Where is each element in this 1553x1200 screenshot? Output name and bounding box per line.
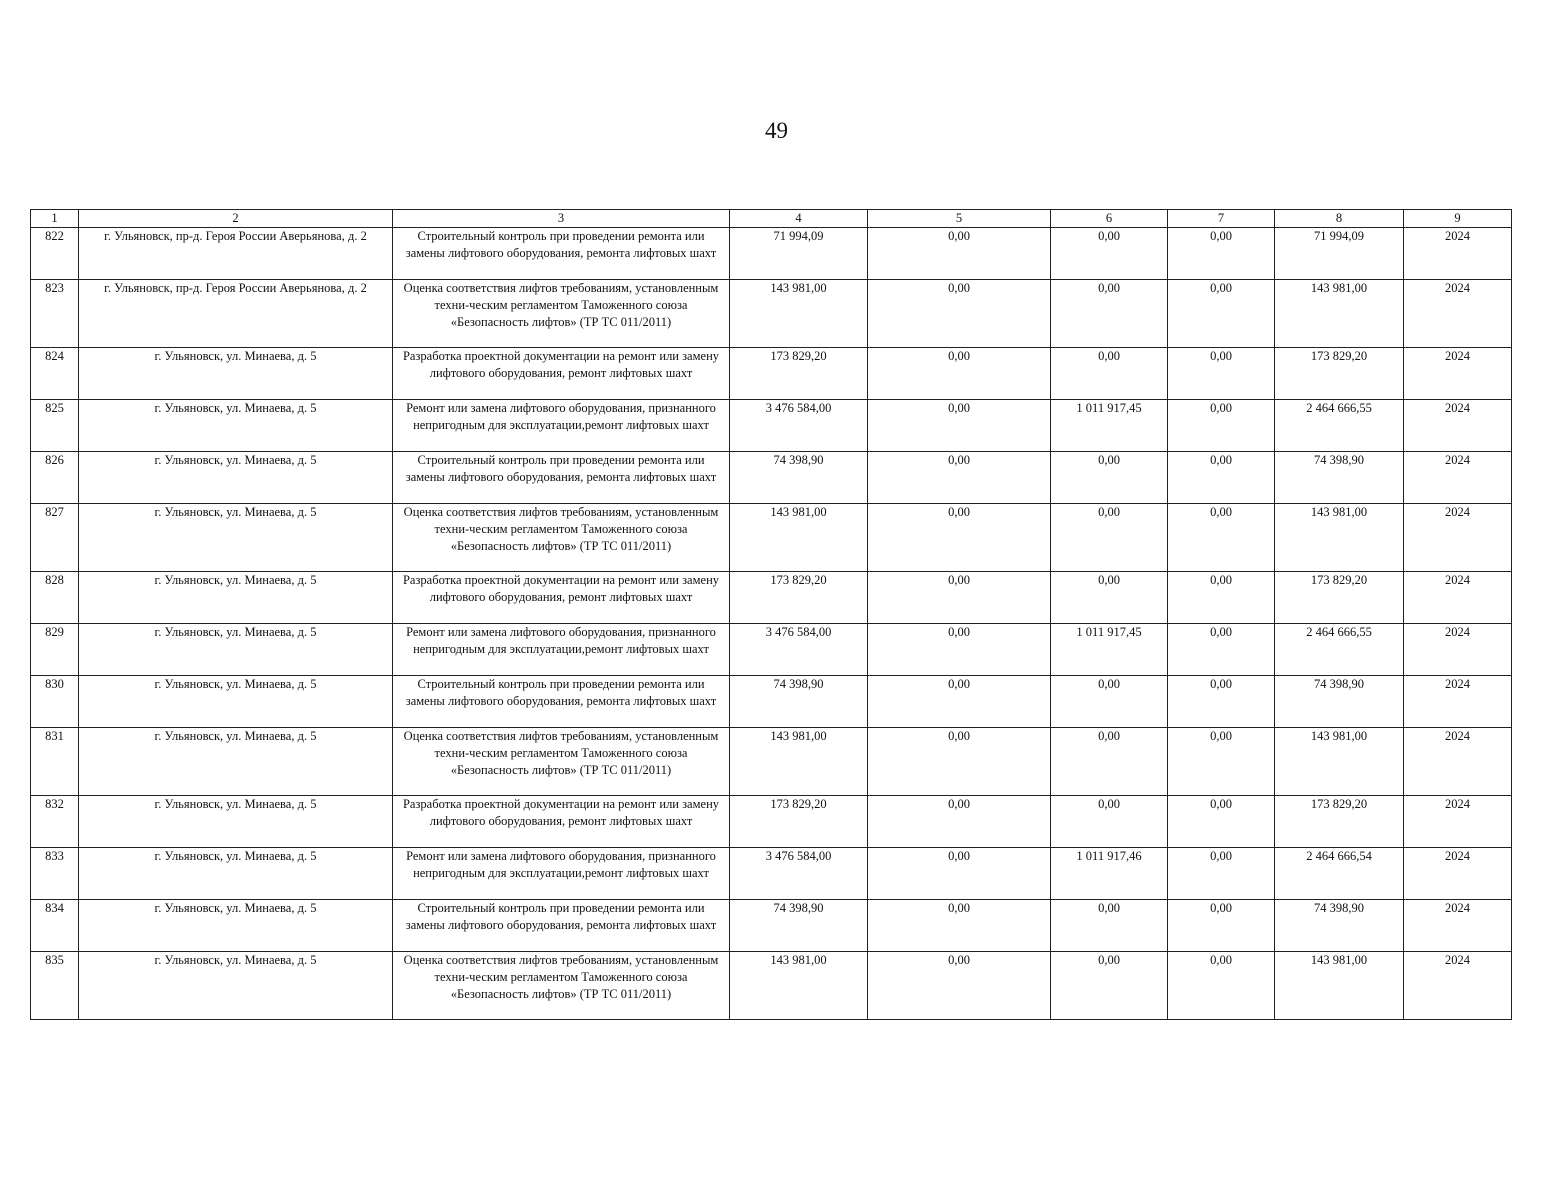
work-type-cell: Оценка соответствия лифтов требованиям, установленным техни-ческим регламентом Таможенного союза «Безопасность лифтов» (ТР ТС 011/2011) <box>393 280 730 348</box>
year-cell: 2024 <box>1404 796 1512 848</box>
col-header: 9 <box>1404 210 1512 228</box>
cost-col-7-cell: 0,00 <box>1168 728 1275 796</box>
cost-col-7-cell: 0,00 <box>1168 848 1275 900</box>
cost-col-8-cell: 143 981,00 <box>1275 280 1404 348</box>
cost-col-8-cell: 173 829,20 <box>1275 348 1404 400</box>
cost-col-5-cell: 0,00 <box>868 796 1051 848</box>
cost-col-5-cell: 0,00 <box>868 848 1051 900</box>
row-number: 827 <box>31 504 79 572</box>
cost-col-7-cell: 0,00 <box>1168 796 1275 848</box>
address-cell: г. Ульяновск, ул. Минаева, д. 5 <box>79 348 393 400</box>
cost-col-7-cell: 0,00 <box>1168 280 1275 348</box>
row-number: 830 <box>31 676 79 728</box>
col-header: 3 <box>393 210 730 228</box>
year-cell: 2024 <box>1404 900 1512 952</box>
table-row <box>31 228 1512 280</box>
total-cost-cell: 74 398,90 <box>730 676 868 728</box>
col-header: 5 <box>868 210 1051 228</box>
cost-col-7-cell: 0,00 <box>1168 504 1275 572</box>
year-cell: 2024 <box>1404 504 1512 572</box>
cost-col-6-cell: 1 011 917,46 <box>1051 848 1168 900</box>
table-row <box>31 676 1512 728</box>
col-header: 6 <box>1051 210 1168 228</box>
cost-col-8-cell: 74 398,90 <box>1275 676 1404 728</box>
cost-col-7-cell: 0,00 <box>1168 624 1275 676</box>
cost-col-8-cell: 2 464 666,55 <box>1275 400 1404 452</box>
cost-col-6-cell: 0,00 <box>1051 796 1168 848</box>
row-number: 834 <box>31 900 79 952</box>
total-cost-cell: 173 829,20 <box>730 348 868 400</box>
total-cost-cell: 143 981,00 <box>730 504 868 572</box>
work-type-cell: Разработка проектной документации на ремонт или замену лифтового оборудования, ремонт лифтовых шахт <box>393 796 730 848</box>
cost-col-6-cell: 1 011 917,45 <box>1051 400 1168 452</box>
cost-col-8-cell: 2 464 666,55 <box>1275 624 1404 676</box>
work-type-cell: Разработка проектной документации на ремонт или замену лифтового оборудования, ремонт лифтовых шахт <box>393 572 730 624</box>
table-row <box>31 504 1512 572</box>
cost-col-6-cell: 0,00 <box>1051 228 1168 280</box>
col-header: 7 <box>1168 210 1275 228</box>
cost-col-7-cell: 0,00 <box>1168 900 1275 952</box>
cost-col-6-cell: 1 011 917,45 <box>1051 624 1168 676</box>
table-row <box>31 728 1512 796</box>
year-cell: 2024 <box>1404 572 1512 624</box>
cost-col-8-cell: 143 981,00 <box>1275 504 1404 572</box>
work-type-cell: Строительный контроль при проведении ремонта или замены лифтового оборудования, ремонта лифтовых шахт <box>393 452 730 504</box>
year-cell: 2024 <box>1404 400 1512 452</box>
cost-col-5-cell: 0,00 <box>868 348 1051 400</box>
address-cell: г. Ульяновск, ул. Минаева, д. 5 <box>79 676 393 728</box>
cost-col-5-cell: 0,00 <box>868 452 1051 504</box>
work-type-cell: Строительный контроль при проведении ремонта или замены лифтового оборудования, ремонта лифтовых шахт <box>393 676 730 728</box>
cost-col-6-cell: 0,00 <box>1051 900 1168 952</box>
cost-col-6-cell: 0,00 <box>1051 348 1168 400</box>
year-cell: 2024 <box>1404 728 1512 796</box>
address-cell: г. Ульяновск, ул. Минаева, д. 5 <box>79 796 393 848</box>
year-cell: 2024 <box>1404 348 1512 400</box>
total-cost-cell: 3 476 584,00 <box>730 624 868 676</box>
work-type-cell: Оценка соответствия лифтов требованиям, установленным техни-ческим регламентом Таможенного союза «Безопасность лифтов» (ТР ТС 011/2011) <box>393 952 730 1020</box>
cost-col-5-cell: 0,00 <box>868 504 1051 572</box>
address-cell: г. Ульяновск, ул. Минаева, д. 5 <box>79 572 393 624</box>
total-cost-cell: 74 398,90 <box>730 452 868 504</box>
address-cell: г. Ульяновск, ул. Минаева, д. 5 <box>79 900 393 952</box>
row-number: 823 <box>31 280 79 348</box>
table-row <box>31 572 1512 624</box>
address-cell: г. Ульяновск, ул. Минаева, д. 5 <box>79 624 393 676</box>
table-row <box>31 452 1512 504</box>
cost-col-8-cell: 143 981,00 <box>1275 952 1404 1020</box>
cost-col-5-cell: 0,00 <box>868 228 1051 280</box>
work-type-cell: Оценка соответствия лифтов требованиям, установленным техни-ческим регламентом Таможенного союза «Безопасность лифтов» (ТР ТС 011/2011) <box>393 728 730 796</box>
address-cell: г. Ульяновск, ул. Минаева, д. 5 <box>79 504 393 572</box>
cost-col-8-cell: 173 829,20 <box>1275 572 1404 624</box>
cost-col-7-cell: 0,00 <box>1168 228 1275 280</box>
cost-col-8-cell: 71 994,09 <box>1275 228 1404 280</box>
cost-col-7-cell: 0,00 <box>1168 348 1275 400</box>
row-number: 828 <box>31 572 79 624</box>
cost-col-6-cell: 0,00 <box>1051 452 1168 504</box>
total-cost-cell: 173 829,20 <box>730 572 868 624</box>
row-number: 829 <box>31 624 79 676</box>
total-cost-cell: 74 398,90 <box>730 900 868 952</box>
cost-col-6-cell: 0,00 <box>1051 952 1168 1020</box>
row-number: 824 <box>31 348 79 400</box>
col-header: 1 <box>31 210 79 228</box>
year-cell: 2024 <box>1404 280 1512 348</box>
year-cell: 2024 <box>1404 228 1512 280</box>
cost-col-6-cell: 0,00 <box>1051 676 1168 728</box>
cost-col-8-cell: 74 398,90 <box>1275 900 1404 952</box>
cost-col-6-cell: 0,00 <box>1051 280 1168 348</box>
row-number: 825 <box>31 400 79 452</box>
total-cost-cell: 173 829,20 <box>730 796 868 848</box>
cost-col-5-cell: 0,00 <box>868 900 1051 952</box>
col-header: 4 <box>730 210 868 228</box>
address-cell: г. Ульяновск, ул. Минаева, д. 5 <box>79 728 393 796</box>
work-type-cell: Строительный контроль при проведении ремонта или замены лифтового оборудования, ремонта лифтовых шахт <box>393 228 730 280</box>
year-cell: 2024 <box>1404 624 1512 676</box>
cost-col-7-cell: 0,00 <box>1168 572 1275 624</box>
cost-col-8-cell: 2 464 666,54 <box>1275 848 1404 900</box>
page-number: 49 <box>765 118 788 143</box>
total-cost-cell: 3 476 584,00 <box>730 400 868 452</box>
cost-col-5-cell: 0,00 <box>868 400 1051 452</box>
cost-col-6-cell: 0,00 <box>1051 728 1168 796</box>
cost-col-5-cell: 0,00 <box>868 280 1051 348</box>
year-cell: 2024 <box>1404 952 1512 1020</box>
row-number: 826 <box>31 452 79 504</box>
total-cost-cell: 3 476 584,00 <box>730 848 868 900</box>
work-type-cell: Разработка проектной документации на ремонт или замену лифтового оборудования, ремонт лифтовых шахт <box>393 348 730 400</box>
address-cell: г. Ульяновск, ул. Минаева, д. 5 <box>79 848 393 900</box>
cost-col-5-cell: 0,00 <box>868 572 1051 624</box>
year-cell: 2024 <box>1404 676 1512 728</box>
address-cell: г. Ульяновск, ул. Минаева, д. 5 <box>79 452 393 504</box>
year-cell: 2024 <box>1404 452 1512 504</box>
col-header: 2 <box>79 210 393 228</box>
total-cost-cell: 143 981,00 <box>730 280 868 348</box>
cost-col-7-cell: 0,00 <box>1168 676 1275 728</box>
work-type-cell: Ремонт или замена лифтового оборудования, признанного непригодным для эксплуатации,ремонт лифтовых шахт <box>393 624 730 676</box>
cost-col-5-cell: 0,00 <box>868 952 1051 1020</box>
cost-col-5-cell: 0,00 <box>868 676 1051 728</box>
address-cell: г. Ульяновск, пр-д. Героя России Аверьянова, д. 2 <box>79 280 393 348</box>
work-type-cell: Оценка соответствия лифтов требованиям, установленным техни-ческим регламентом Таможенного союза «Безопасность лифтов» (ТР ТС 011/2011) <box>393 504 730 572</box>
cost-col-8-cell: 173 829,20 <box>1275 796 1404 848</box>
year-cell: 2024 <box>1404 848 1512 900</box>
table-header <box>31 210 1512 228</box>
table-row <box>31 280 1512 348</box>
cost-col-6-cell: 0,00 <box>1051 504 1168 572</box>
work-type-cell: Строительный контроль при проведении ремонта или замены лифтового оборудования, ремонта лифтовых шахт <box>393 900 730 952</box>
total-cost-cell: 143 981,00 <box>730 728 868 796</box>
table-row <box>31 900 1512 952</box>
address-cell: г. Ульяновск, пр-д. Героя России Аверьянова, д. 2 <box>79 228 393 280</box>
cost-col-6-cell: 0,00 <box>1051 572 1168 624</box>
cost-col-8-cell: 74 398,90 <box>1275 452 1404 504</box>
table-row <box>31 624 1512 676</box>
total-cost-cell: 71 994,09 <box>730 228 868 280</box>
table-row <box>31 796 1512 848</box>
address-cell: г. Ульяновск, ул. Минаева, д. 5 <box>79 952 393 1020</box>
table-row <box>31 348 1512 400</box>
table-row <box>31 848 1512 900</box>
cost-col-7-cell: 0,00 <box>1168 452 1275 504</box>
row-number: 832 <box>31 796 79 848</box>
address-cell: г. Ульяновск, ул. Минаева, д. 5 <box>79 400 393 452</box>
table-row <box>31 952 1512 1020</box>
cost-col-5-cell: 0,00 <box>868 624 1051 676</box>
col-header: 8 <box>1275 210 1404 228</box>
row-number: 833 <box>31 848 79 900</box>
row-number: 831 <box>31 728 79 796</box>
work-type-cell: Ремонт или замена лифтового оборудования, признанного непригодным для эксплуатации,ремонт лифтовых шахт <box>393 400 730 452</box>
work-type-cell: Ремонт или замена лифтового оборудования, признанного непригодным для эксплуатации,ремонт лифтовых шахт <box>393 848 730 900</box>
total-cost-cell: 143 981,00 <box>730 952 868 1020</box>
table-body <box>31 228 1512 1020</box>
works-table <box>30 209 1512 1020</box>
cost-col-7-cell: 0,00 <box>1168 400 1275 452</box>
row-number: 835 <box>31 952 79 1020</box>
cost-col-7-cell: 0,00 <box>1168 952 1275 1020</box>
cost-col-5-cell: 0,00 <box>868 728 1051 796</box>
row-number: 822 <box>31 228 79 280</box>
table-row <box>31 400 1512 452</box>
cost-col-8-cell: 143 981,00 <box>1275 728 1404 796</box>
